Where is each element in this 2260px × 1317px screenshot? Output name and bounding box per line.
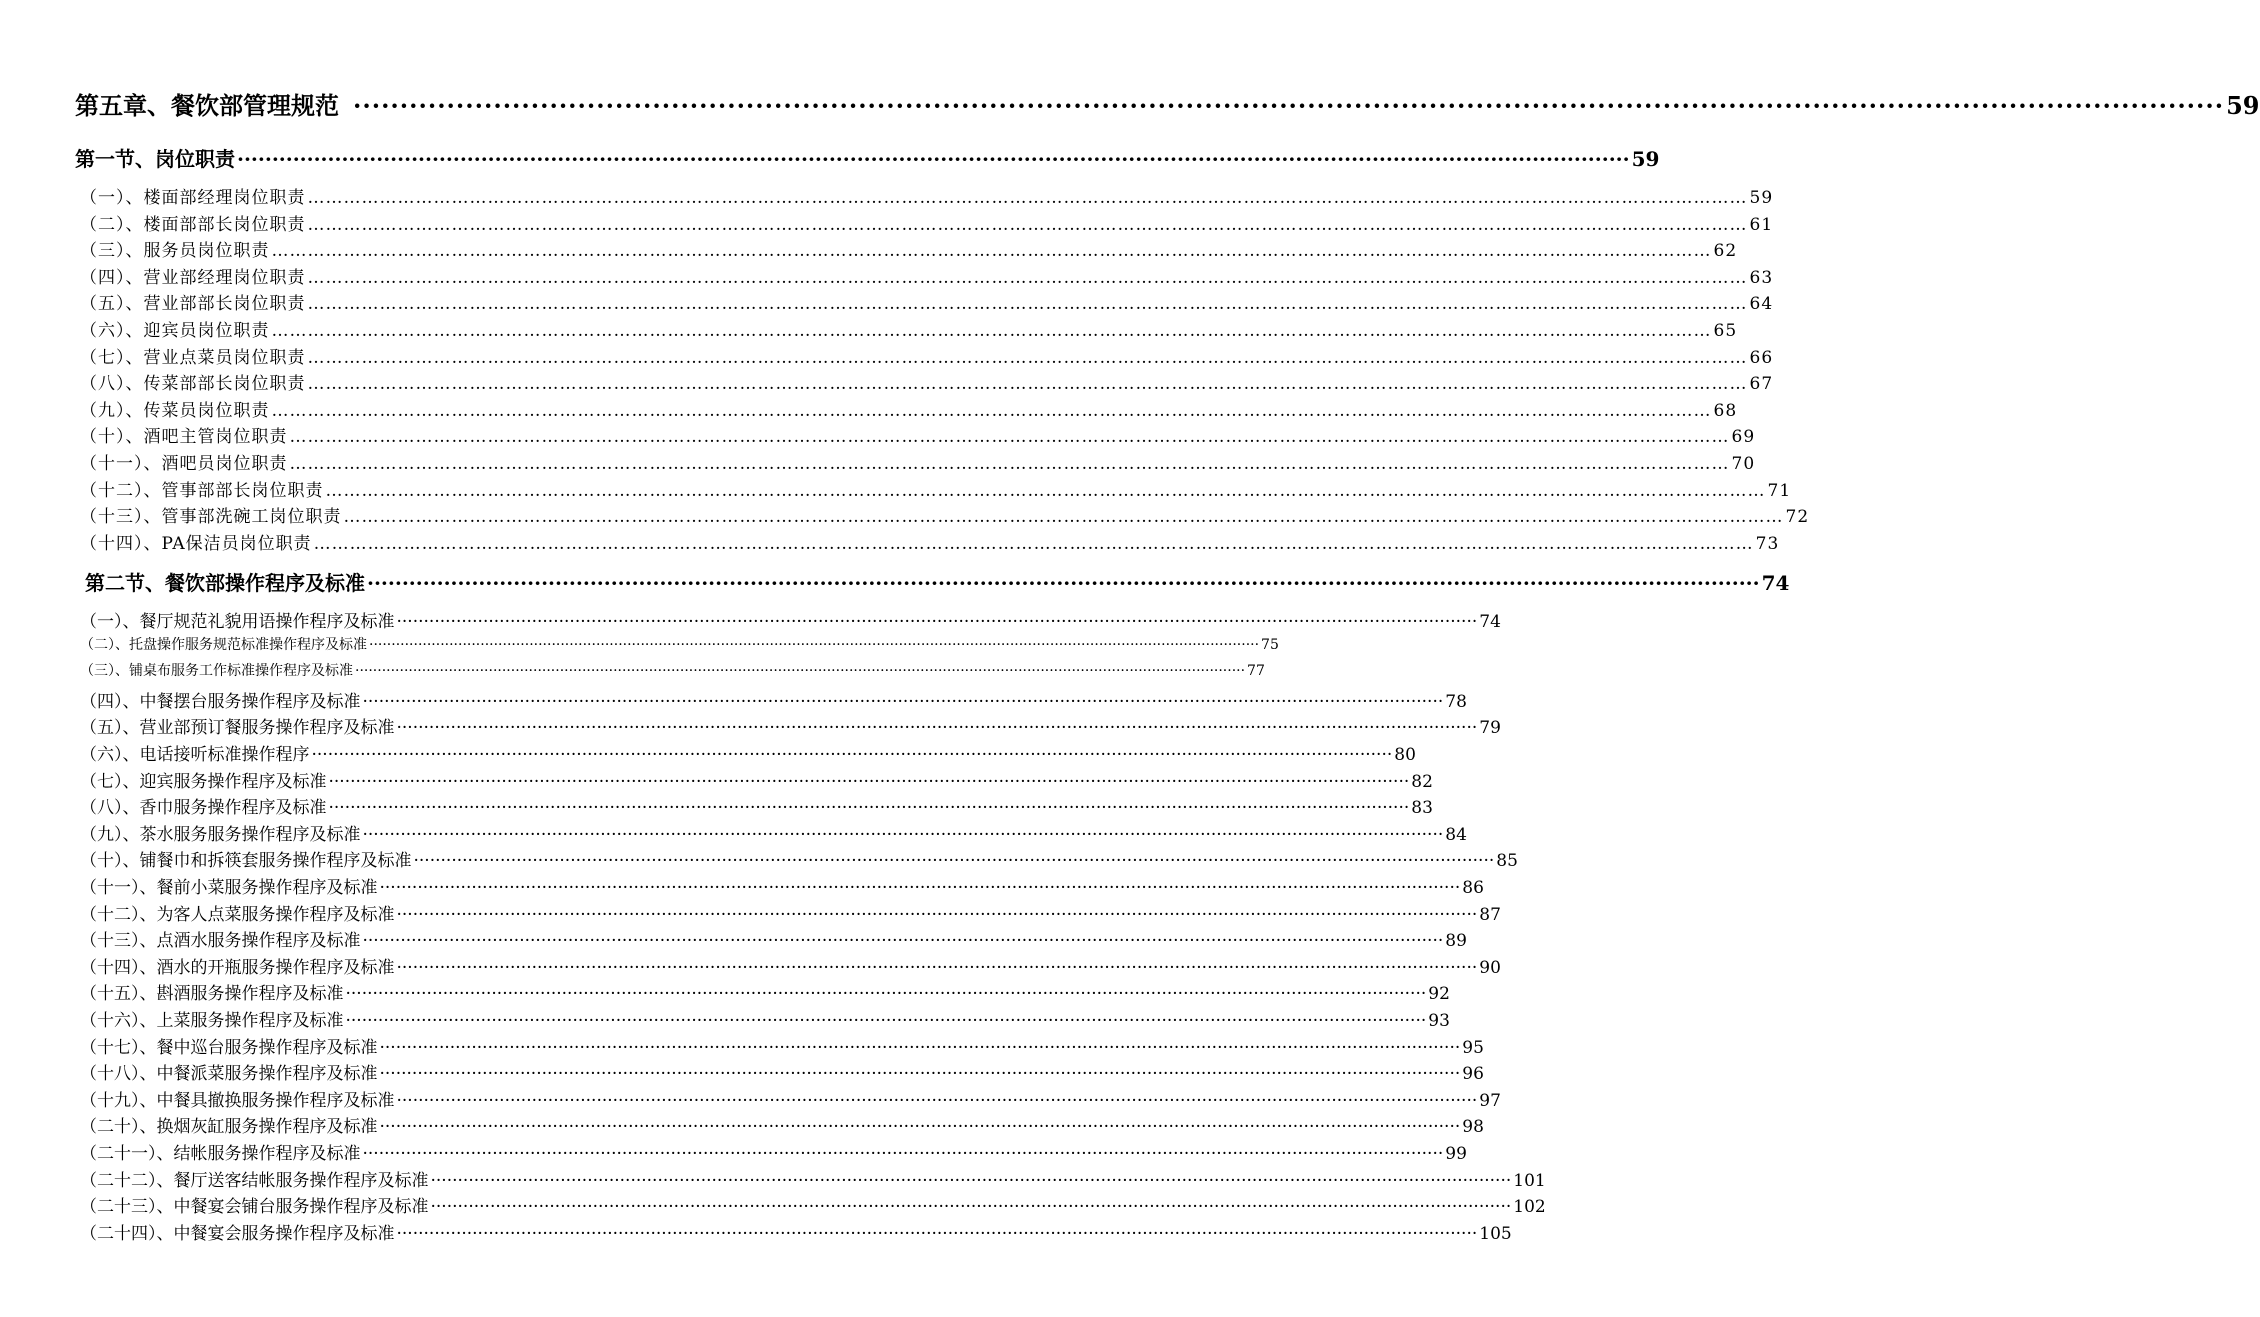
leader-dots: …………………………………………………………………………………………………………………………………………………………………………………………………………………… [307, 347, 1748, 368]
toc-section-entry-1[interactable] [75, 143, 1660, 171]
toc-item[interactable] [80, 1059, 1484, 1085]
leader-dots: ········································································································································································································ [379, 1117, 1461, 1138]
section-page-number: 74 [1761, 571, 1790, 595]
toc-item-label: （十二）、为客人点菜服务操作程序及标准 [80, 904, 395, 925]
toc-item[interactable] [80, 502, 1810, 528]
leader-dots: …………………………………………………………………………………………………………………………………………………………………………………………………………………… [307, 188, 1748, 208]
toc-item[interactable] [80, 793, 1433, 819]
toc-item-label: （六）、电话接听标准操作程序 [80, 745, 310, 765]
leader-dots: …………………………………………………………………………………………………………………………………………………………………………………………………………………… [313, 533, 1754, 554]
toc-item-page-number: 61 [1749, 214, 1774, 235]
leader-dots: …………………………………………………………………………………………………………………………………………………………………………………………………………………… [343, 507, 1784, 528]
toc-item-page-number: 75 [1261, 636, 1279, 653]
toc-item[interactable] [80, 1139, 1467, 1164]
chapter-page-number: 59 [2226, 91, 2260, 120]
leader-dots: ········································································································································································································ [396, 1223, 1478, 1244]
toc-item[interactable] [80, 422, 1756, 448]
toc-item[interactable] [80, 1033, 1484, 1058]
toc-item-label: （九）、传菜员岗位职责 [80, 400, 270, 421]
toc-item-page-number: 73 [1755, 533, 1780, 554]
leader-dots: ········································································································································································································ [237, 147, 1630, 171]
leader-dots: ········································································································································································································ [362, 931, 1444, 952]
toc-item-label: （一）、楼面部经理岗位职责 [80, 188, 306, 208]
toc-section-entry-2[interactable] [85, 567, 1790, 595]
leader-dots: ········································································································································································································ [396, 957, 1478, 978]
toc-item-page-number: 59 [1749, 188, 1774, 208]
toc-item-page-number: 85 [1496, 851, 1518, 872]
leader-dots: ········································································································································································································ [396, 1090, 1478, 1111]
toc-item-label: （十一）、餐前小菜服务操作程序及标准 [80, 878, 378, 898]
toc-item-page-number: 82 [1411, 771, 1433, 792]
toc-item-label: （四）、营业部经理岗位职责 [80, 267, 306, 288]
toc-item-label: （十四）、PA保洁员岗位职责 [80, 533, 312, 554]
toc-item-label: （十八）、中餐派菜服务操作程序及标准 [80, 1064, 378, 1085]
leader-dots: ········································································································································································································ [345, 984, 1427, 1005]
toc-item-label: （八）、传菜部部长岗位职责 [80, 374, 306, 395]
toc-item[interactable] [80, 343, 1774, 368]
toc-item-page-number: 63 [1749, 267, 1774, 288]
toc-item-page-number: 80 [1394, 745, 1416, 765]
leader-dots: …………………………………………………………………………………………………………………………………………………………………………………………………………………… [325, 480, 1766, 501]
toc-item-label: （十九）、中餐具撤换服务操作程序及标准 [80, 1090, 395, 1111]
toc-item[interactable] [80, 713, 1501, 739]
leader-dots: ········································································································································································································ [362, 1144, 1444, 1164]
toc-item-page-number: 92 [1428, 984, 1450, 1005]
leader-dots: ········································································································································································································ [396, 718, 1478, 739]
leader-dots: ········································································································································································································ [430, 1170, 1512, 1191]
toc-item[interactable] [80, 529, 1780, 554]
toc-item[interactable] [80, 476, 1792, 501]
toc-item[interactable] [80, 634, 1279, 658]
toc-item-label: （十五）、斟酒服务操作程序及标准 [80, 984, 344, 1005]
toc-item-label: （三）、铺桌布服务工作标准操作程序及标准 [80, 663, 353, 680]
toc-item-page-number: 68 [1713, 400, 1738, 421]
toc-item-label: （二十一）、结帐服务操作程序及标准 [80, 1144, 361, 1164]
toc-item-page-number: 98 [1462, 1117, 1484, 1138]
toc-item[interactable] [80, 740, 1416, 765]
leader-dots: …………………………………………………………………………………………………………………………………………………………………………………………………………………… [271, 321, 1712, 341]
leader-dots: ········································································································································································································ [353, 91, 2225, 120]
toc-item[interactable] [80, 1166, 1546, 1191]
toc-item[interactable] [80, 289, 1774, 315]
section-page-number: 59 [1631, 147, 1660, 171]
toc-item-page-number: 95 [1462, 1037, 1484, 1058]
leader-dots: ········································································································································································································ [328, 771, 1410, 792]
toc-item-label: （七）、营业点菜员岗位职责 [80, 347, 306, 368]
toc-item-page-number: 93 [1428, 1011, 1450, 1031]
toc-item[interactable] [80, 953, 1501, 978]
leader-dots: ········································································································································································································ [379, 878, 1461, 898]
toc-item[interactable] [80, 820, 1467, 845]
toc-item-label: （十一）、酒吧员岗位职责 [80, 454, 288, 474]
toc-item-page-number: 64 [1749, 294, 1774, 315]
chapter-title: 第五章、餐饮部管理规范 [75, 91, 339, 120]
toc-item-page-number: 97 [1479, 1090, 1501, 1111]
toc-item-page-number: 62 [1713, 241, 1738, 262]
toc-item-page-number: 84 [1445, 824, 1467, 845]
toc-item-label: （一）、餐厅规范礼貌用语操作程序及标准 [80, 612, 395, 632]
section-title: 第二节、餐饮部操作程序及标准 [85, 571, 365, 595]
toc-item-label: （二十二）、餐厅送客结帐服务操作程序及标准 [80, 1170, 429, 1191]
leader-dots: ········································································································································································································ [367, 571, 1760, 595]
toc-item[interactable] [80, 449, 1756, 474]
leader-dots: ········································································································································································································ [413, 851, 1495, 872]
toc-item-page-number: 101 [1513, 1170, 1546, 1191]
toc-item[interactable] [80, 767, 1433, 792]
leader-dots: …………………………………………………………………………………………………………………………………………………………………………………………………………………… [307, 267, 1748, 288]
toc-item-label: （五）、营业部部长岗位职责 [80, 294, 306, 315]
toc-item[interactable] [80, 607, 1501, 632]
leader-dots: …………………………………………………………………………………………………………………………………………………………………………………………………………………… [307, 374, 1748, 395]
toc-item[interactable] [80, 979, 1450, 1005]
toc-item[interactable] [80, 316, 1738, 341]
toc-item-label: （十六）、上菜服务操作程序及标准 [80, 1011, 344, 1031]
toc-item-page-number: 87 [1479, 904, 1501, 925]
leader-dots: ········································································································································································································ [369, 636, 1260, 653]
toc-chapter-entry[interactable] [75, 86, 2260, 120]
toc-item-label: （二）、楼面部部长岗位职责 [80, 214, 306, 235]
toc-item[interactable] [80, 660, 1265, 684]
toc-item-label: （三）、服务员岗位职责 [80, 241, 270, 262]
toc-item-label: （十三）、点酒水服务操作程序及标准 [80, 931, 361, 952]
toc-item-page-number: 105 [1479, 1223, 1512, 1244]
leader-dots: ········································································································································································································ [396, 612, 1478, 632]
toc-item[interactable] [80, 687, 1467, 712]
toc-item[interactable] [80, 1192, 1546, 1218]
toc-item-label: （九）、茶水服务服务操作程序及标准 [80, 824, 361, 845]
toc-item[interactable] [80, 1086, 1501, 1111]
toc-item[interactable] [80, 873, 1484, 898]
toc-item-page-number: 79 [1479, 718, 1501, 739]
toc-item[interactable] [80, 900, 1501, 925]
toc-item-page-number: 89 [1445, 931, 1467, 952]
leader-dots: ········································································································································································································ [362, 691, 1444, 712]
leader-dots: ········································································································································································································ [379, 1064, 1461, 1085]
toc-item-label: （六）、迎宾员岗位职责 [80, 321, 270, 341]
toc-item[interactable] [80, 183, 1774, 208]
toc-item-page-number: 77 [1247, 663, 1265, 680]
toc-item-label: （二十四）、中餐宴会服务操作程序及标准 [80, 1223, 395, 1244]
section-title: 第一节、岗位职责 [75, 147, 235, 171]
toc-item-page-number: 78 [1445, 691, 1467, 712]
toc-item-page-number: 67 [1749, 374, 1774, 395]
leader-dots: ········································································································································································································ [311, 745, 1393, 765]
toc-item-label: （五）、营业部预订餐服务操作程序及标准 [80, 718, 395, 739]
toc-item-page-number: 86 [1462, 878, 1484, 898]
toc-item-label: （十三）、管事部洗碗工岗位职责 [80, 507, 342, 528]
toc-item[interactable] [80, 263, 1774, 288]
leader-dots: ········································································································································································································ [328, 798, 1410, 819]
leader-dots: …………………………………………………………………………………………………………………………………………………………………………………………………………………… [307, 294, 1748, 315]
leader-dots: …………………………………………………………………………………………………………………………………………………………………………………………………………………… [271, 400, 1712, 421]
toc-item-page-number: 69 [1731, 427, 1756, 448]
toc-item[interactable] [80, 1112, 1484, 1138]
leader-dots: ········································································································································································································ [430, 1197, 1512, 1218]
toc-item-label: （十四）、酒水的开瓶服务操作程序及标准 [80, 957, 395, 978]
toc-item[interactable] [80, 369, 1774, 395]
toc-item-page-number: 74 [1479, 612, 1501, 632]
toc-item-label: （十）、酒吧主管岗位职责 [80, 427, 288, 448]
toc-item-label: （十二）、管事部部长岗位职责 [80, 480, 324, 501]
toc-item[interactable] [80, 846, 1518, 872]
toc-item[interactable] [80, 396, 1738, 421]
toc-item-page-number: 99 [1445, 1144, 1467, 1164]
leader-dots: ········································································································································································································ [379, 1037, 1461, 1058]
toc-item-label: （十七）、餐中巡台服务操作程序及标准 [80, 1037, 378, 1058]
toc-item[interactable] [80, 926, 1467, 952]
toc-item-label: （七）、迎宾服务操作程序及标准 [80, 771, 327, 792]
toc-item-page-number: 90 [1479, 957, 1501, 978]
toc-item-page-number: 102 [1513, 1197, 1546, 1218]
leader-dots: …………………………………………………………………………………………………………………………………………………………………………………………………………………… [289, 427, 1730, 448]
toc-item-page-number: 71 [1767, 480, 1792, 501]
toc-item[interactable] [80, 1006, 1450, 1031]
toc-item-label: （二十三）、中餐宴会铺台服务操作程序及标准 [80, 1197, 429, 1218]
toc-item[interactable] [80, 210, 1774, 235]
leader-dots: ········································································································································································································ [355, 663, 1246, 680]
toc-item[interactable] [80, 236, 1738, 262]
toc-item-label: （十）、铺餐巾和拆筷套服务操作程序及标准 [80, 851, 412, 872]
toc-item-label: （四）、中餐摆台服务操作程序及标准 [80, 691, 361, 712]
leader-dots: …………………………………………………………………………………………………………………………………………………………………………………………………………………… [289, 454, 1730, 474]
leader-dots: ········································································································································································································ [396, 904, 1478, 925]
toc-item-page-number: 70 [1731, 454, 1756, 474]
toc-item-page-number: 65 [1713, 321, 1738, 341]
toc-item-page-number: 72 [1785, 507, 1810, 528]
toc-item-page-number: 66 [1749, 347, 1774, 368]
toc-item-label: （八）、香巾服务操作程序及标准 [80, 798, 327, 819]
toc-item-label: （二）、托盘操作服务规范标准操作程序及标准 [80, 636, 367, 653]
toc-item-label: （二十）、换烟灰缸服务操作程序及标准 [80, 1117, 378, 1138]
leader-dots: …………………………………………………………………………………………………………………………………………………………………………………………………………………… [271, 241, 1712, 262]
toc-item[interactable] [80, 1219, 1512, 1244]
toc-item-page-number: 96 [1462, 1064, 1484, 1085]
toc-item-page-number: 83 [1411, 798, 1433, 819]
leader-dots: …………………………………………………………………………………………………………………………………………………………………………………………………………………… [307, 214, 1748, 235]
leader-dots: ········································································································································································································ [345, 1011, 1427, 1031]
leader-dots: ········································································································································································································ [362, 824, 1444, 845]
